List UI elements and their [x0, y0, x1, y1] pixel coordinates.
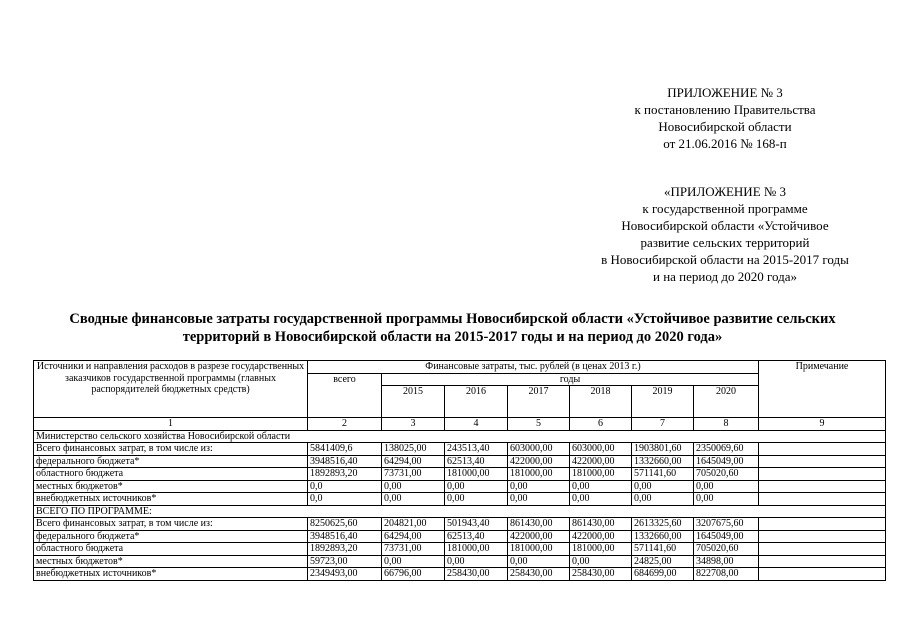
- note-cell: [759, 468, 886, 481]
- value-cell: 0,00: [570, 493, 632, 506]
- value-cell: 181000,00: [445, 468, 508, 481]
- row-label: областного бюджета: [34, 468, 308, 481]
- value-cell: 62513,40: [445, 530, 508, 543]
- value-cell: 243513,40: [445, 443, 508, 456]
- value-cell: 0,00: [445, 555, 508, 568]
- row-label: местных бюджетов*: [34, 480, 308, 493]
- header-year: 2017: [508, 386, 570, 418]
- header-financing: Финансовые затраты, тыс. рублей (в ценах 2013 г.): [308, 361, 759, 374]
- value-cell: 0,00: [508, 555, 570, 568]
- value-cell: 822708,00: [694, 568, 759, 581]
- value-cell: 1892893,20: [308, 468, 382, 481]
- value-cell: 1645049,00: [694, 455, 759, 468]
- value-cell: 181000,00: [508, 543, 570, 556]
- note-cell: [759, 518, 886, 531]
- value-cell: 0,00: [382, 493, 445, 506]
- value-cell: 861430,00: [570, 518, 632, 531]
- appendix-line: развитие сельских территорий: [640, 235, 810, 250]
- value-cell: 0,00: [694, 493, 759, 506]
- section-row: [34, 505, 886, 518]
- appendix-line: к постановлению Правительства: [634, 102, 816, 117]
- value-cell: 0,00: [382, 480, 445, 493]
- value-cell: 0,00: [382, 555, 445, 568]
- row-label: федерального бюджета*: [34, 455, 308, 468]
- value-cell: 603000,00: [570, 443, 632, 456]
- value-cell: 705020,60: [694, 468, 759, 481]
- value-cell: 422000,00: [570, 530, 632, 543]
- appendix-line: «ПРИЛОЖЕНИЕ № 3: [663, 184, 787, 199]
- row-label: Всего финансовых затрат, в том числе из:: [34, 443, 308, 456]
- table-row: [34, 493, 886, 506]
- appendix-block-1: [560, 84, 890, 152]
- value-cell: 1332660,00: [632, 530, 694, 543]
- value-cell: 138025,00: [382, 443, 445, 456]
- value-cell: 422000,00: [570, 455, 632, 468]
- value-cell: 64294,00: [382, 530, 445, 543]
- table-row: [34, 568, 886, 581]
- value-cell: 66796,00: [382, 568, 445, 581]
- column-number: 1: [34, 418, 308, 431]
- value-cell: 5841409,6: [308, 443, 382, 456]
- title-line: территорий в Новосибирской области на 2015-2017 годы и на период до 2020 года»: [182, 329, 723, 345]
- row-label: внебюджетных источников*: [34, 493, 308, 506]
- value-cell: 0,00: [632, 493, 694, 506]
- value-cell: 59723,00: [308, 555, 382, 568]
- row-label: областного бюджета: [34, 543, 308, 556]
- value-cell: 181000,00: [570, 543, 632, 556]
- value-cell: 181000,00: [445, 543, 508, 556]
- value-cell: 2613325,60: [632, 518, 694, 531]
- value-cell: 258430,00: [445, 568, 508, 581]
- value-cell: 603000,00: [508, 443, 570, 456]
- value-cell: 0,0: [308, 480, 382, 493]
- note-cell: [759, 480, 886, 493]
- appendix-line: к государственной программе: [642, 201, 808, 216]
- value-cell: 2350069,60: [694, 443, 759, 456]
- header-year: 2015: [382, 386, 445, 418]
- value-cell: 64294,00: [382, 455, 445, 468]
- value-cell: 3207675,60: [694, 518, 759, 531]
- value-cell: 0,00: [445, 493, 508, 506]
- table-row: [34, 555, 886, 568]
- note-cell: [759, 443, 886, 456]
- value-cell: 422000,00: [508, 530, 570, 543]
- table-row: [34, 468, 886, 481]
- note-cell: [759, 493, 886, 506]
- value-cell: 705020,60: [694, 543, 759, 556]
- row-label: федерального бюджета*: [34, 530, 308, 543]
- table-row: [34, 518, 886, 531]
- value-cell: 501943,40: [445, 518, 508, 531]
- column-number: 9: [759, 418, 886, 431]
- header-row: [34, 361, 886, 374]
- header-years-label: годы: [382, 373, 759, 386]
- note-cell: [759, 555, 886, 568]
- column-number: 4: [445, 418, 508, 431]
- section-title: Министерство сельского хозяйства Новосибирской области: [34, 430, 886, 443]
- column-number: 3: [382, 418, 445, 431]
- value-cell: 684699,00: [632, 568, 694, 581]
- value-cell: 1903801,60: [632, 443, 694, 456]
- row-label: Всего финансовых затрат, в том числе из:: [34, 518, 308, 531]
- header-total: всего: [308, 373, 382, 418]
- value-cell: 258430,00: [508, 568, 570, 581]
- appendix-block-2: [560, 183, 890, 285]
- value-cell: 24825,00: [632, 555, 694, 568]
- table-row: [34, 530, 886, 543]
- value-cell: 258430,00: [570, 568, 632, 581]
- column-number: 7: [632, 418, 694, 431]
- value-cell: 1645049,00: [694, 530, 759, 543]
- value-cell: 861430,00: [508, 518, 570, 531]
- value-cell: 0,00: [508, 493, 570, 506]
- header-year: 2019: [632, 386, 694, 418]
- financing-table: [33, 360, 886, 581]
- column-number: 6: [570, 418, 632, 431]
- section-title: ВСЕГО ПО ПРОГРАММЕ:: [34, 505, 886, 518]
- row-label: внебюджетных источников*: [34, 568, 308, 581]
- appendix-line: в Новосибирской области на 2015-2017 годы: [601, 252, 849, 267]
- note-cell: [759, 568, 886, 581]
- title-line: Сводные финансовые затраты государственной программы Новосибирской области «Устойчивое развитие сельских: [69, 311, 836, 327]
- header-year: 2020: [694, 386, 759, 418]
- value-cell: 3948516,40: [308, 455, 382, 468]
- value-cell: 0,0: [308, 493, 382, 506]
- value-cell: 1892893,20: [308, 543, 382, 556]
- header-year: 2016: [445, 386, 508, 418]
- value-cell: 181000,00: [508, 468, 570, 481]
- value-cell: 0,00: [508, 480, 570, 493]
- column-number: 5: [508, 418, 570, 431]
- appendix-line: и на период до 2020 года»: [653, 269, 797, 284]
- note-cell: [759, 530, 886, 543]
- note-cell: [759, 543, 886, 556]
- table-row: [34, 443, 886, 456]
- section-row: [34, 430, 886, 443]
- table-row: [34, 543, 886, 556]
- value-cell: 73731,00: [382, 468, 445, 481]
- value-cell: 8250625,60: [308, 518, 382, 531]
- value-cell: 422000,00: [508, 455, 570, 468]
- value-cell: 1332660,00: [632, 455, 694, 468]
- value-cell: 0,00: [570, 480, 632, 493]
- header-sources: Источники и направления расходов в разрезе государственных заказчиков государственной программы (главных распорядителей бюджетных средств): [34, 361, 308, 418]
- appendix-line: Новосибирской области: [658, 119, 792, 134]
- value-cell: 181000,00: [570, 468, 632, 481]
- value-cell: 3948516,40: [308, 530, 382, 543]
- appendix-line: Новосибирской области «Устойчивое: [621, 218, 829, 233]
- value-cell: 571141,60: [632, 543, 694, 556]
- table-row: [34, 455, 886, 468]
- value-cell: 0,00: [632, 480, 694, 493]
- value-cell: 62513,40: [445, 455, 508, 468]
- column-number: 8: [694, 418, 759, 431]
- value-cell: 0,00: [694, 480, 759, 493]
- appendix-line: ПРИЛОЖЕНИЕ № 3: [667, 85, 783, 100]
- value-cell: 34898,00: [694, 555, 759, 568]
- value-cell: 2349493,00: [308, 568, 382, 581]
- column-number: 2: [308, 418, 382, 431]
- value-cell: 0,00: [445, 480, 508, 493]
- column-number-row: [34, 418, 886, 431]
- value-cell: 571141,60: [632, 468, 694, 481]
- document-title: [0, 310, 905, 346]
- appendix-line: от 21.06.2016 № 168-п: [663, 136, 787, 151]
- header-note: Примечание: [759, 361, 886, 418]
- table-row: [34, 480, 886, 493]
- value-cell: 204821,00: [382, 518, 445, 531]
- header-year: 2018: [570, 386, 632, 418]
- value-cell: 73731,00: [382, 543, 445, 556]
- row-label: местных бюджетов*: [34, 555, 308, 568]
- value-cell: 0,00: [570, 555, 632, 568]
- note-cell: [759, 455, 886, 468]
